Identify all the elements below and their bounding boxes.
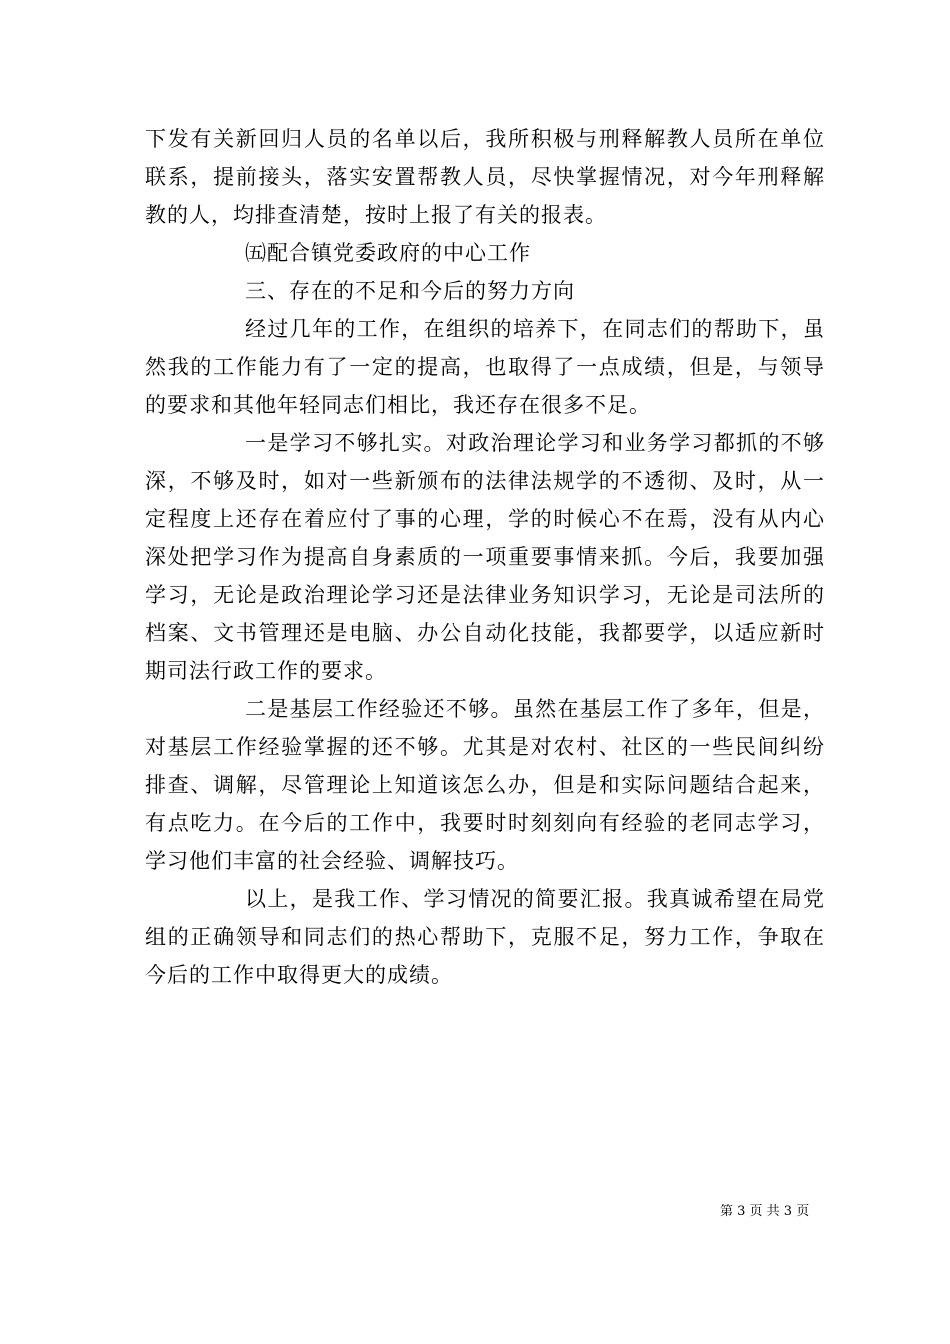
- paragraph-point-1: 一是学习不够扎实。对政治理论学习和业务学习都抓的不够深，不够及时，如对一些新颁布的法律法规学的不透彻、及时，从一定程度上还存在着应付了事的心理，学的时候心不在焉，没有从内心深处把学习作为提高自身素质的一项重要事情来抓。今后，我要加强学习，无论是政治理论学习还是法律业务知识学习，无论是司法所的档案、文书管理还是电脑、办公自动化技能，我都要学，以适应新时期司法行政工作的要求。: [145, 431, 825, 683]
- paragraph-point-2: 二是基层工作经验还不够。虽然在基层工作了多年，但是，对基层工作经验掌握的还不够。尤其是对农村、社区的一些民间纠纷排查、调解，尽管理论上知道该怎么办，但是和实际问题结合起来，有点吃力。在今后的工作中，我要时时刻刻向有经验的老同志学习，学习他们丰富的社会经验、调解技巧。: [145, 697, 825, 873]
- paragraph-continuation: 下发有关新回归人员的名单以后，我所积极与刑释解教人员所在单位联系，提前接头，落实安置帮教人员，尽快掌握情况，对今年刑释解教的人，均排查清楚，按时上报了有关的报表。: [145, 127, 825, 227]
- document-body: [145, 120, 825, 994]
- section-item-5: ㈤配合镇党委政府的中心工作: [245, 241, 531, 265]
- paragraph-summary: 经过几年的工作，在组织的培养下，在同志们的帮助下，虽然我的工作能力有了一定的提高，也取得了一点成绩，但是，与领导的要求和其他年轻同志们相比，我还存在很多不足。: [145, 317, 825, 417]
- page-number-footer: 第 3 页 共 3 页: [720, 1204, 810, 1219]
- paragraph-conclusion: 以上，是我工作、学习情况的简要汇报。我真诚希望在局党组的正确领导和同志们的热心帮助下，克服不足，努力工作，争取在今后的工作中取得更大的成绩。: [145, 887, 825, 987]
- section-heading-3: 三、存在的不足和今后的努力方向: [245, 279, 575, 303]
